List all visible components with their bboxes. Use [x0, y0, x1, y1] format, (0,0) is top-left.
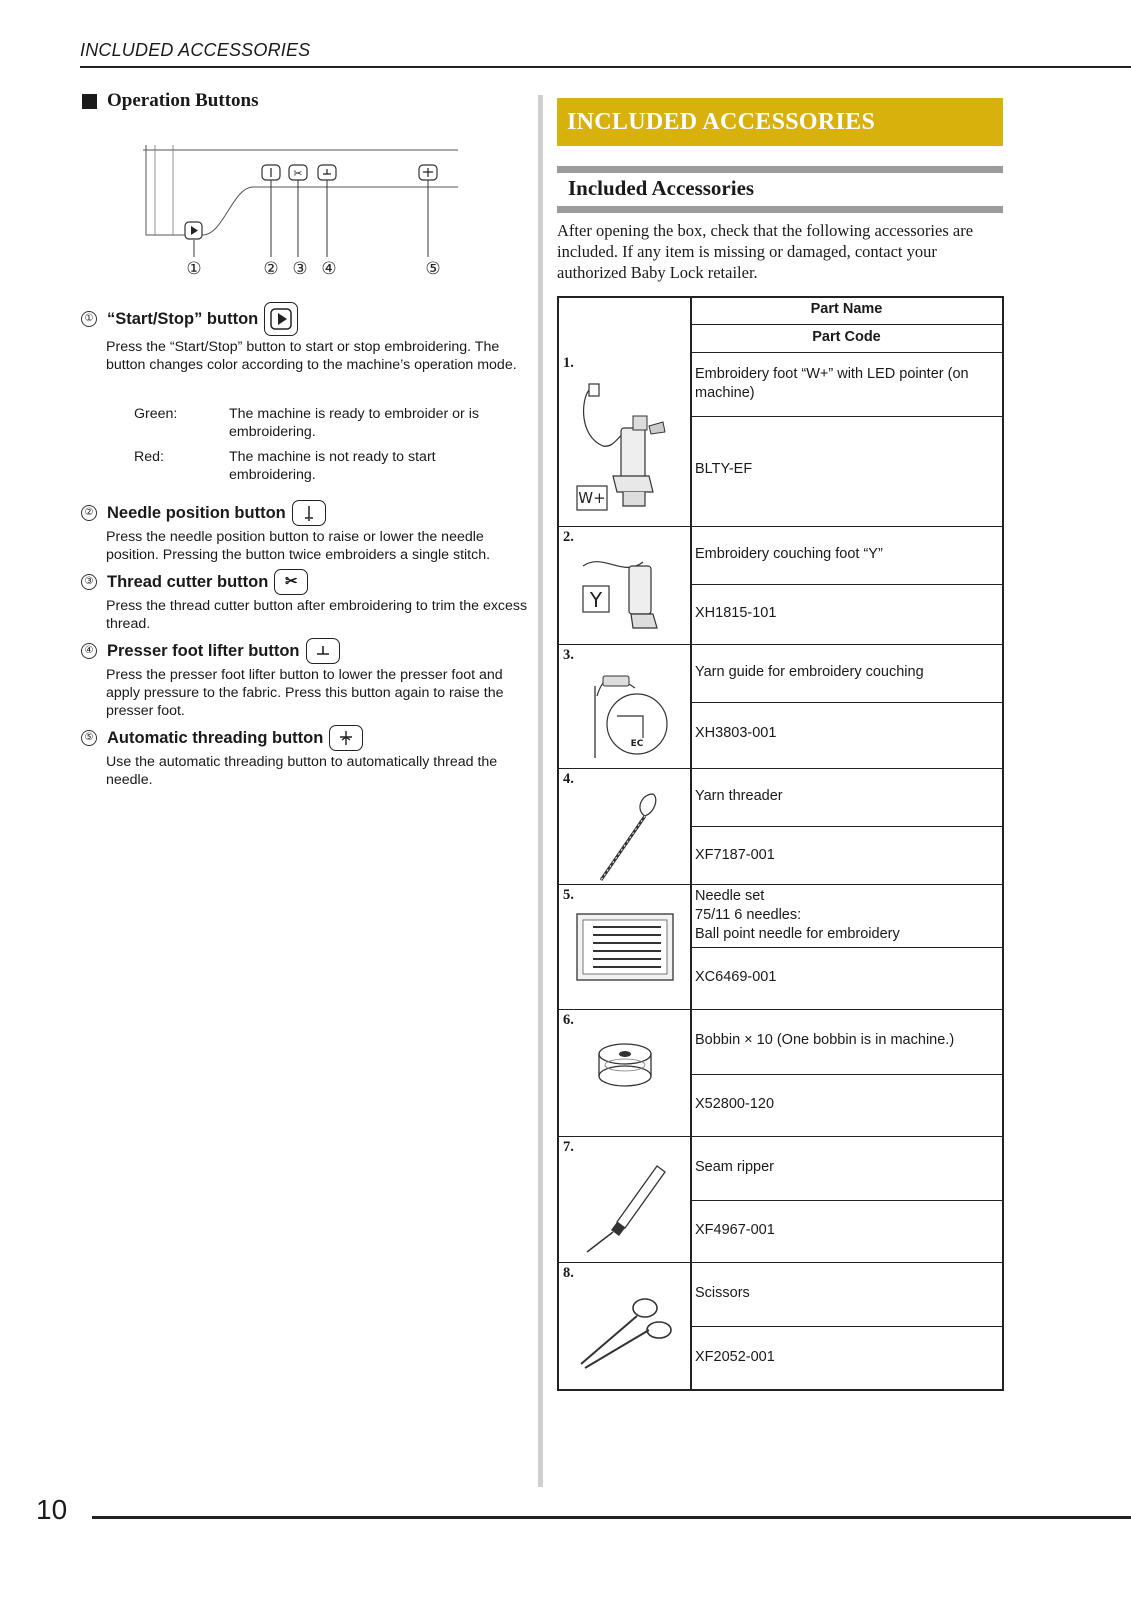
item-number: 2.: [563, 529, 574, 545]
auto-threading-description: Use the automatic threading button to automatically thread the needle.: [106, 754, 498, 788]
column-separator: [690, 298, 692, 1389]
item-number: 3.: [563, 647, 574, 663]
presser-foot-title: Presser foot lifter button: [107, 642, 300, 660]
item-number: ⑤: [81, 730, 97, 746]
auto-threading-section: [80, 725, 535, 789]
mode-text: The machine is not ready to start embroidering.: [229, 449, 436, 483]
subsection-title: Included Accessories: [568, 176, 755, 200]
accessories-table: [557, 296, 1004, 1391]
callout-3: ③: [292, 259, 308, 279]
part-name: Embroidery foot “W+” with LED pointer (on machine): [695, 366, 969, 401]
part-code: BLTY-EF: [695, 461, 753, 477]
mode-table: [134, 405, 519, 491]
part-code: XF2052-001: [695, 1349, 775, 1365]
part-code: XF4967-001: [695, 1222, 775, 1238]
subtitle-bar-top: [557, 166, 1003, 173]
item-number: 6.: [563, 1012, 574, 1028]
part-code: XC6469-001: [695, 969, 777, 985]
item-number: 5.: [563, 887, 574, 903]
needle-position-description: Press the needle position button to raise or lower the needle position. Pressing the button twice embroiders a single stitch.: [106, 529, 491, 563]
seam-ripper-image: [573, 1156, 678, 1256]
part-name: Embroidery couching foot “Y”: [695, 546, 883, 562]
part-code: XF7187-001: [695, 847, 775, 863]
item-number: ①: [81, 311, 97, 327]
part-name: Needle set 75/11 6 needles: Ball point needle for embroidery: [695, 888, 900, 942]
svg-text:✂: ✂: [293, 167, 303, 180]
needle-set-image: [573, 912, 678, 982]
column-divider: [538, 95, 543, 1487]
item-number: ②: [81, 505, 97, 521]
operation-buttons-title: Operation Buttons: [107, 90, 259, 111]
auto-threading-title: Automatic threading button: [107, 729, 324, 747]
header-part-code: Part Code: [812, 329, 881, 345]
item-number: 4.: [563, 771, 574, 787]
callout-4: ④: [321, 259, 337, 279]
threading-icon: [329, 725, 363, 751]
subtitle-bar-bottom: [557, 206, 1003, 213]
thread-cutter-section: [80, 569, 535, 633]
callout-1: ①: [186, 259, 202, 279]
item-number: ④: [81, 643, 97, 659]
start-stop-section: [80, 302, 535, 374]
scissors-image: [573, 1294, 678, 1374]
scissors-icon: ✂: [274, 569, 308, 595]
mode-text: The machine is ready to embroider or is embroidering.: [229, 406, 479, 440]
needle-position-section: [80, 500, 535, 564]
item-number: ③: [81, 574, 97, 590]
yarn-threader-image: [573, 790, 678, 884]
embroidery-foot-image: [573, 376, 678, 522]
presser-foot-icon: [306, 638, 340, 664]
play-icon: [264, 302, 298, 336]
mode-row-green: [134, 405, 519, 441]
operation-panel-diagram: [143, 140, 463, 280]
operation-buttons-heading: [82, 90, 259, 112]
item-number: 7.: [563, 1139, 574, 1155]
bobbin-image: [573, 1038, 678, 1098]
square-bullet-icon: [82, 94, 97, 109]
part-name: Scissors: [695, 1285, 750, 1301]
needle-icon: [292, 500, 326, 526]
item-number: 8.: [563, 1265, 574, 1281]
ec-label: EC: [630, 739, 644, 749]
page-number: 10: [36, 1494, 68, 1525]
needle-position-title: Needle position button: [107, 504, 286, 522]
presser-foot-description: Press the presser foot lifter button to lower the presser foot and apply pressure to the fabric. Press this button again to raise the presser foot.: [106, 667, 504, 719]
part-name: Yarn guide for embroidery couching: [695, 664, 924, 680]
part-name: Yarn threader: [695, 788, 783, 804]
start-stop-title: “Start/Stop” button: [107, 310, 259, 328]
yarn-guide-image: [573, 666, 678, 762]
y-label: Y: [589, 588, 603, 612]
w-plus-label: W+: [578, 489, 606, 507]
callout-2: ②: [263, 259, 279, 279]
header-part-name: Part Name: [810, 301, 883, 317]
part-code: XH1815-101: [695, 605, 777, 621]
part-code: XH3803-001: [695, 725, 777, 741]
mode-label: Green:: [134, 406, 178, 422]
part-name: Bobbin × 10 (One bobbin is in machine.): [695, 1032, 955, 1048]
presser-foot-section: [80, 638, 535, 720]
section-banner: INCLUDED ACCESSORIES: [557, 98, 1003, 146]
couching-foot-image: [573, 548, 678, 638]
part-code: X52800-120: [695, 1096, 775, 1112]
thread-cutter-title: Thread cutter button: [107, 573, 269, 591]
header-rule: [80, 66, 1131, 68]
callout-5: ⑤: [425, 259, 441, 279]
mode-label: Red:: [134, 449, 164, 465]
mode-row-red: [134, 448, 519, 484]
running-header: INCLUDED ACCESSORIES: [80, 40, 311, 60]
item-number: 1.: [563, 355, 574, 371]
part-name: Seam ripper: [695, 1159, 774, 1175]
footer-rule: [92, 1516, 1131, 1519]
start-stop-description: Press the “Start/Stop” button to start or stop embroidering. The button changes color according to the machine’s operation mode.: [106, 339, 517, 373]
intro-paragraph: After opening the box, check that the following accessories are included. If any item is missing or damaged, contact your authorized Baby Lock retailer.: [557, 221, 974, 282]
thread-cutter-description: Press the thread cutter button after embroidering to trim the excess thread.: [106, 598, 528, 632]
